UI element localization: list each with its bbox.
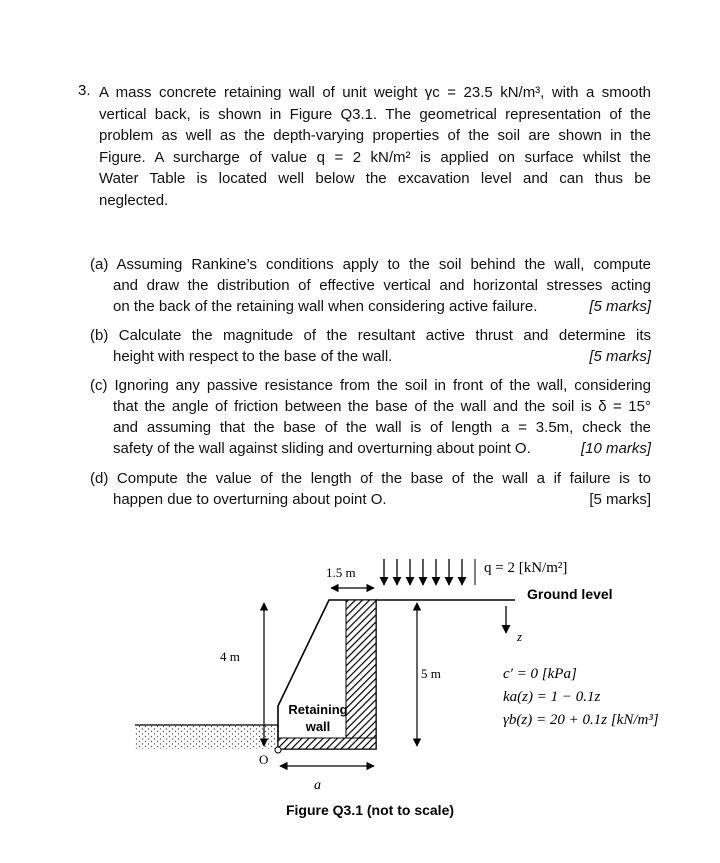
surcharge-label: q = 2 [kN/m²] <box>484 560 568 576</box>
front-ground <box>135 725 278 749</box>
depth-axis-label: z <box>517 629 523 644</box>
part-b-line-1: (b) Calculate the magnitude of the resultant active thrust and determine its <box>90 327 651 344</box>
front-height-label: 4 m <box>220 649 240 664</box>
part-c-line-2: that the angle of friction between the base of the wall and the soil is δ = 15° <box>113 398 651 415</box>
intro-line-1: A mass concrete retaining wall of unit weight γc = 23.5 kN/m³, with a smooth <box>99 84 651 101</box>
intro-line-2: vertical back, is shown in Figure Q3.1. The geometrical representation of the <box>99 105 651 123</box>
part-c-line-3: and assuming that the base of the wall is of length a = 3.5m, check the <box>113 419 651 436</box>
wall-label-line-2: wall <box>305 719 331 734</box>
wall-height-label: 5 m <box>421 666 441 681</box>
part-a-line-1: (a) Assuming Rankine’s conditions apply to the soil behind the wall, compute <box>90 256 651 273</box>
part-b-marks: [5 marks] <box>589 348 651 365</box>
top-width-label: 1.5 m <box>326 565 356 580</box>
part-a-line-2: and draw the distribution of effective vertical and horizontal stresses acting <box>113 277 651 294</box>
part-c-line-1: (c) Ignoring any passive resistance from the soil in front of the wall, considering <box>90 377 651 394</box>
surcharge-arrows <box>384 559 475 585</box>
part-d-line-2: happen due to overturning about point O. <box>113 491 387 508</box>
part-d-line-1: (d) Compute the value of the length of the base of the wall a if failure is to <box>90 470 651 487</box>
figure-caption: Figure Q3.1 (not to scale) <box>285 802 455 818</box>
cohesion-label: c′ = 0 [kPa] <box>503 666 577 682</box>
part-a-marks: [5 marks] <box>589 298 651 315</box>
part-c-marks: [10 marks] <box>580 440 651 457</box>
intro-line-3: problem as well as the depth-varying properties of the soil are shown in the <box>99 127 651 144</box>
intro-line-5: Water Table is located well below the excavation level and can thus be <box>99 170 651 187</box>
unit-weight-label: γb(z) = 20 + 0.1z [kN/m³] <box>503 712 659 728</box>
part-a-line-3: on the back of the retaining wall when considering active failure. <box>113 298 538 315</box>
question-number: 3. <box>78 82 91 99</box>
intro-line-4: Figure. A surcharge of value q = 2 kN/m² is applied on surface whilst the <box>99 148 651 166</box>
ka-label: ka(z) = 1 − 0.1z <box>503 689 601 705</box>
part-b-line-2: height with respect to the base of the wall. <box>113 348 393 365</box>
wall-label-line-1: Retaining <box>288 702 348 717</box>
ground-level-label: Ground level <box>527 586 613 602</box>
part-c-line-4: safety of the wall against sliding and overturning about point O. <box>113 440 531 457</box>
point-o-marker <box>275 747 281 753</box>
part-d-marks: [5 marks] <box>589 491 651 508</box>
base-length-label: a <box>314 778 321 793</box>
point-o-label: O <box>259 752 269 767</box>
intro-line-6: neglected. <box>99 191 169 209</box>
